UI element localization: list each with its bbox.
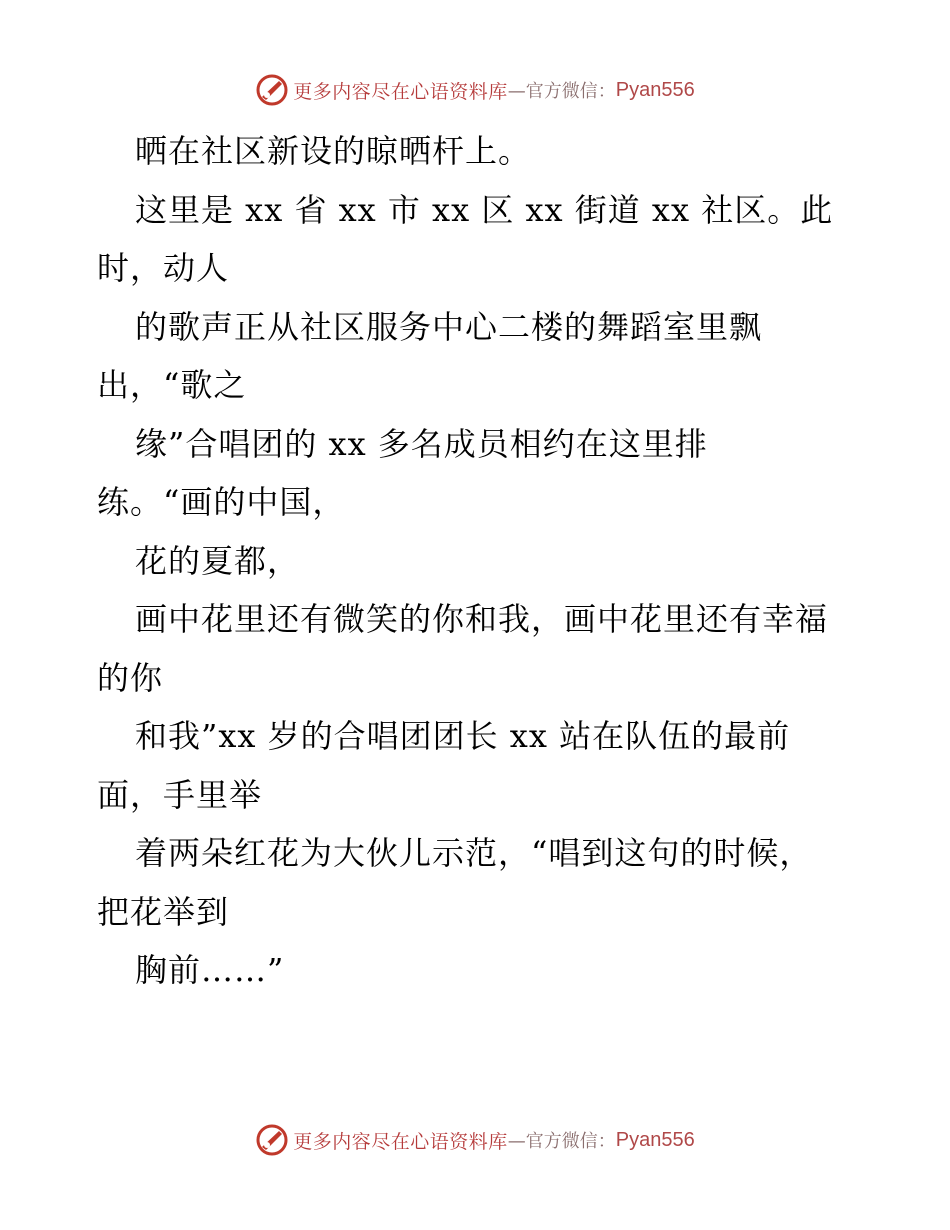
header-banner: [0, 70, 950, 110]
footer-banner-label: —官方微信：: [507, 1131, 616, 1152]
body-line: 花的夏都，: [135, 541, 301, 580]
body-line: 胸前……”: [135, 951, 285, 989]
header-banner-title: 更多内容尽在心语资料库: [293, 80, 508, 103]
body-line: 的你: [97, 658, 164, 697]
body-line: 的歌声正从社区服务中心二楼的舞蹈室里飘: [135, 307, 763, 346]
header-banner-wechat-id: Pyan556: [615, 78, 695, 101]
footer-banner: [0, 1120, 950, 1160]
body-line: 把花举到: [97, 892, 230, 931]
body-line: 缘”合唱团的 xx 多名成员相约在这里排: [135, 424, 708, 463]
brush-logo-icon: [255, 1123, 289, 1157]
body-line: 出，“歌之: [97, 366, 247, 404]
body-line: 时，动人: [97, 249, 230, 287]
footer-banner-title: 更多内容尽在心语资料库: [293, 1130, 508, 1153]
body-line: 这里是 xx 省 xx 市 xx 区 xx 街道 xx 社区。此: [135, 190, 834, 229]
body-line: 面，手里举: [97, 775, 263, 814]
body-line: 练。“画的中国，: [97, 483, 346, 521]
brush-logo-icon: [255, 73, 289, 107]
document-body: [97, 122, 867, 1000]
header-banner-label: —官方微信：: [507, 81, 616, 102]
footer-banner-wechat-id: Pyan556: [615, 1128, 695, 1151]
body-line: 着两朵红花为大伙儿示范，“唱到这句的时候，: [135, 834, 813, 872]
body-line: 和我”xx 岁的合唱团团长 xx 站在队伍的最前: [135, 717, 791, 755]
body-line: 晒在社区新设的晾晒杆上。: [135, 132, 532, 170]
body-line: 画中花里还有微笑的你和我，画中花里还有幸福: [135, 600, 829, 638]
